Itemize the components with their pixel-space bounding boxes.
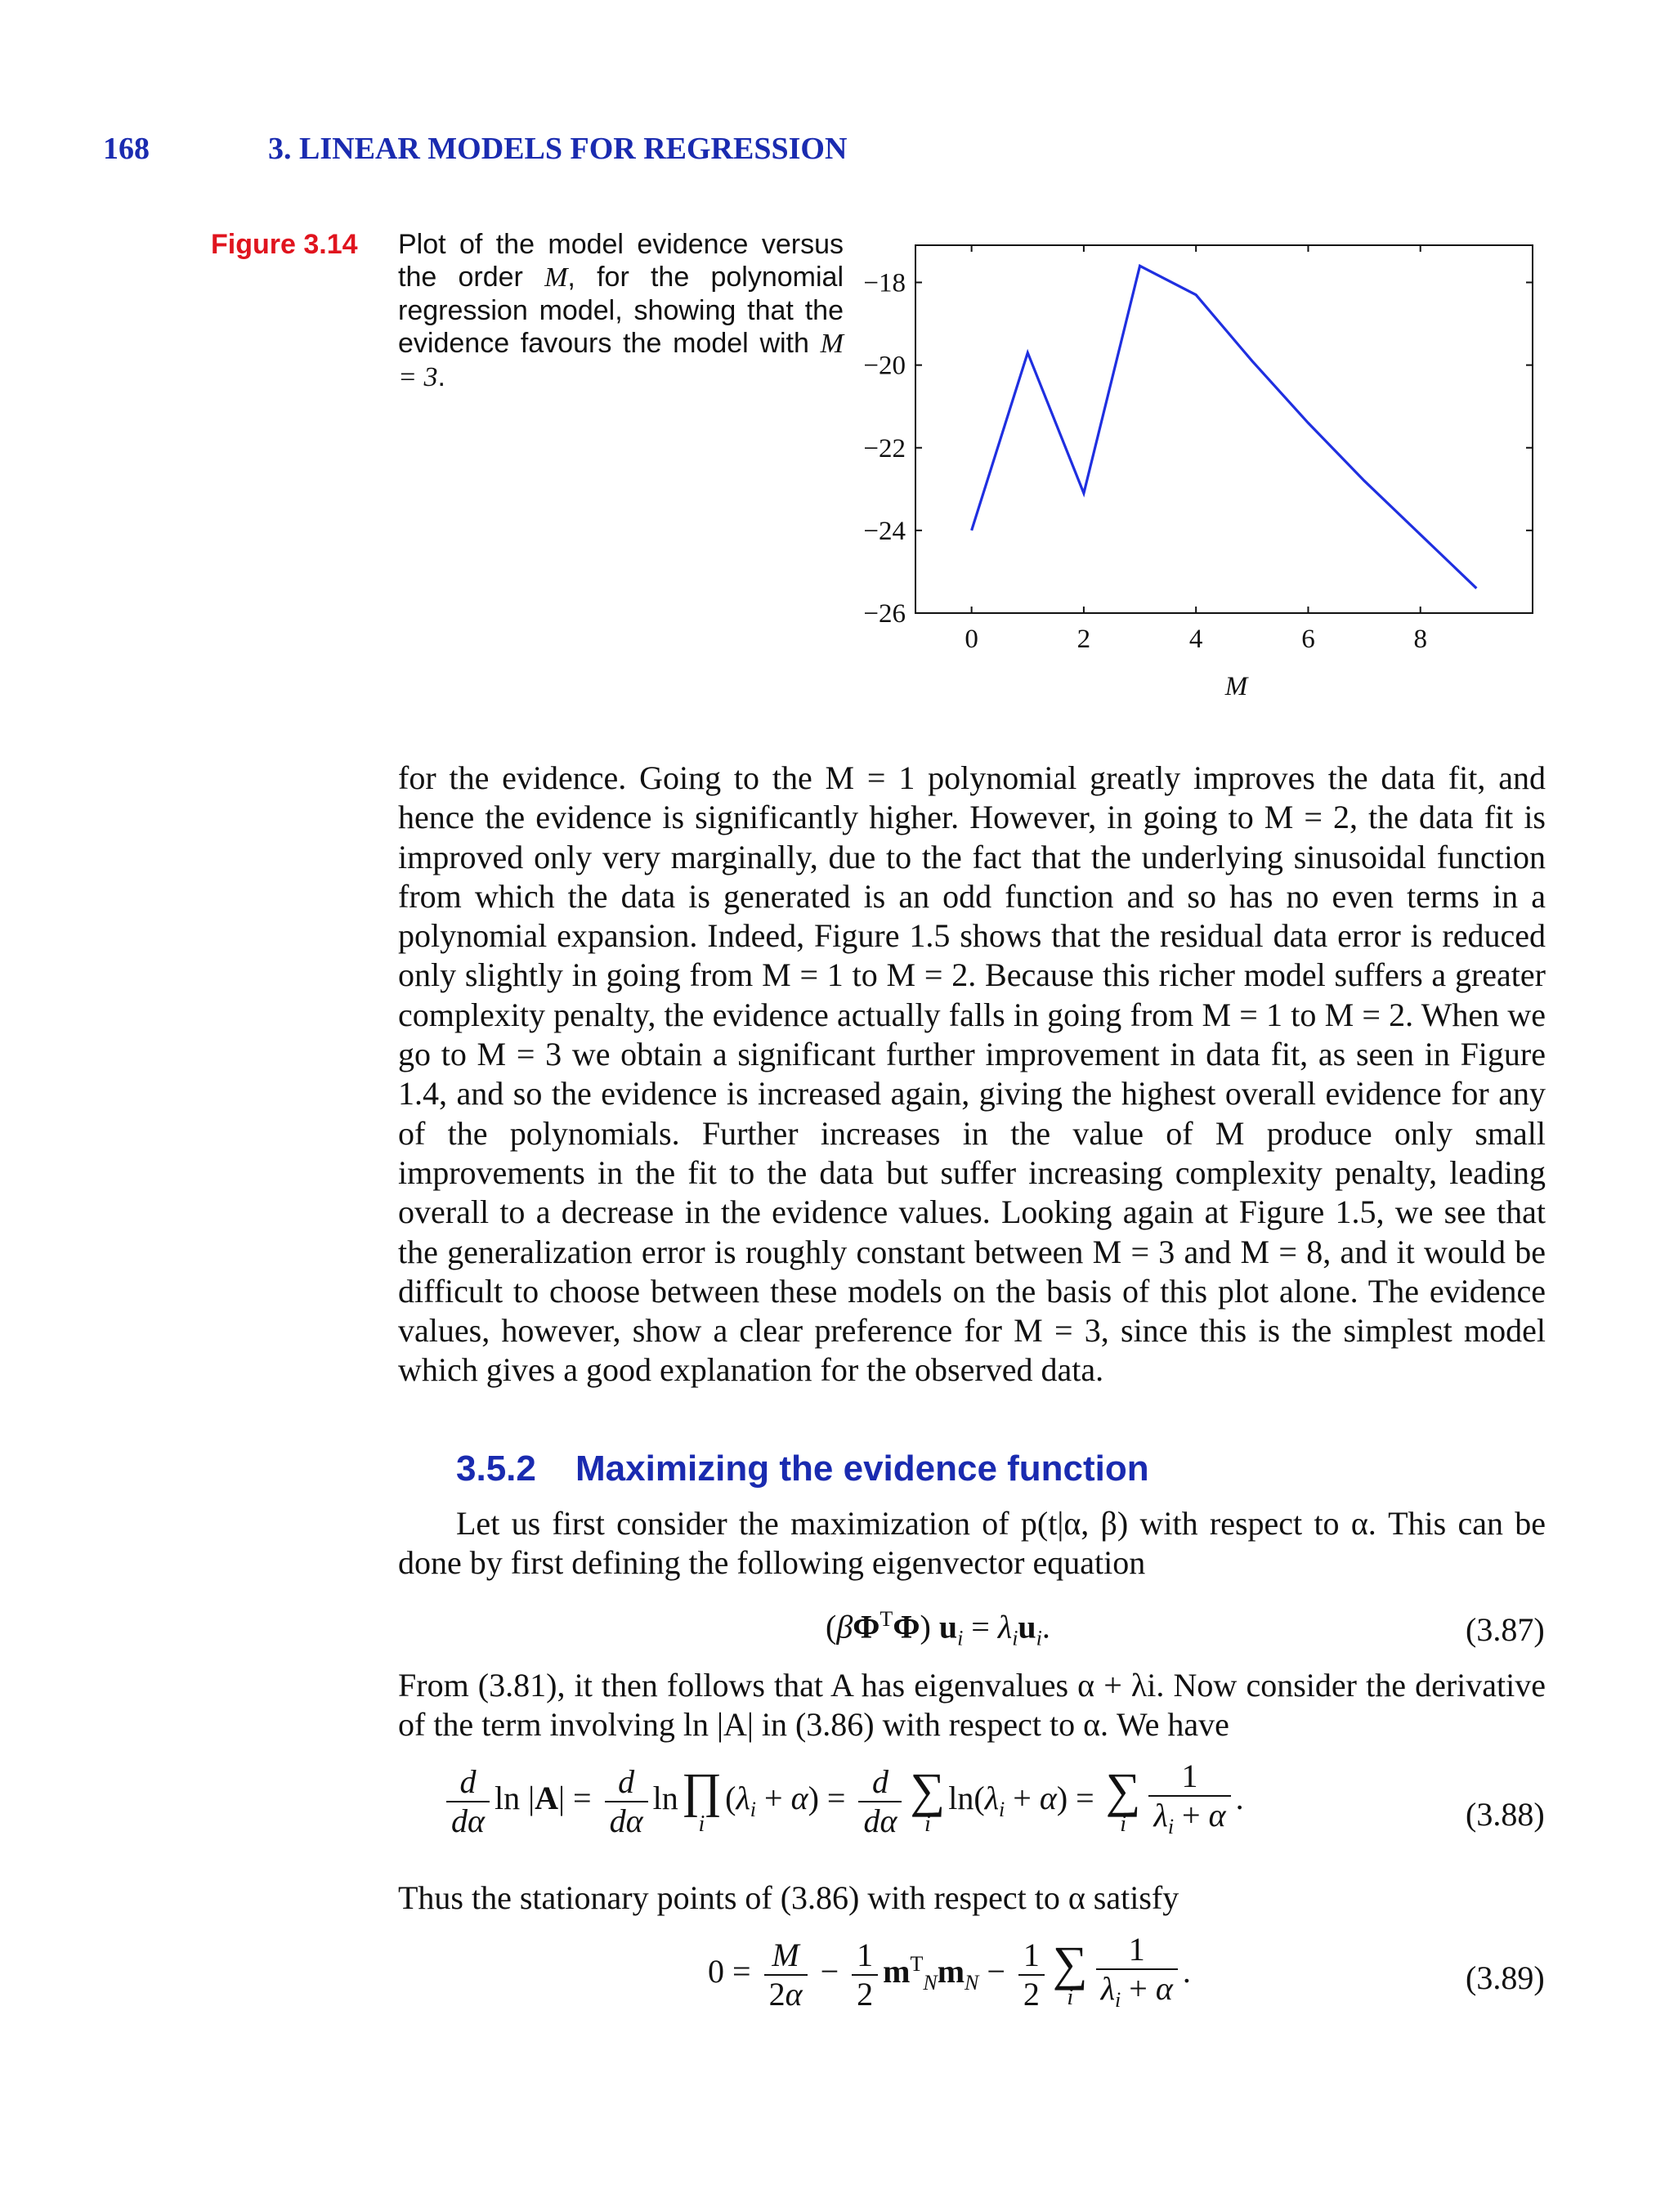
body-text: for the evidence. Going to the M = 1 polynomial greatly improves the data fit, and hence the evidence is significantly higher. However, in going to M = 2, the data fit is improved only very marginally, due to the fact that the underlying sinusoidal function from which the data is generated is an odd function and so has no even terms in a polynomial expansion. Indeed, Figure 1.5 shows that the residual data error is reduced only slightly in going from M = 1 to M = 2. Because this richer model suffers a greater complexity penalty, the evidence actually falls in going from M = 1 to M = 2. When we go to M = 3 we obtain a significant further improvement in data fit, as seen in Figure 1.4, and so the evidence is increased again, giving the highest overall evidence for any of the polynomials. Further increases in the value of M produce only small improvements in the fit to the data but suffer increasing complexity penalty, leading overall to a decrease in the evidence values. Looking again at Figure 1.5, we see that the generalization error is roughly constant between M = 3 and M = 8, and it would be difficult to choose between these models on the basis of this plot alone. The evidence values, however, show a clear preference for M = 3, since this is the simplest model which gives a good explanation for the observed data.: [398, 759, 1546, 1389]
y-tick-label: −22: [863, 433, 906, 463]
section-title: Maximizing the evidence function: [575, 1449, 1149, 1489]
section-number: 3.5.2: [456, 1449, 536, 1489]
series-line: [972, 266, 1477, 588]
y-tick-label: −26: [863, 599, 906, 629]
paragraph: Thus the stationary points of (3.86) with respect to α satisfy: [398, 1879, 1179, 1916]
x-tick-label: 2: [1076, 625, 1091, 654]
equation-3-87: $(\beta\Phi^T\Phi) u_i = \lambda_iu_i$.: [826, 1607, 1050, 1650]
chart-axes: [915, 245, 1533, 613]
body-paragraph: [398, 759, 1546, 1390]
chart-ticks: [863, 245, 1533, 654]
paragraph: Let us first consider the maximization of p(t|α, β) with respect to α. This can be done by first defining the following eigenvector equation: [398, 1505, 1546, 1581]
y-tick-label: −24: [863, 516, 906, 546]
equation-number: (3.89): [1466, 1959, 1545, 1996]
x-axis-label: M: [1224, 672, 1248, 701]
chart-series: [972, 266, 1477, 588]
x-tick-label: 6: [1301, 625, 1315, 654]
equation-3-89: 0 = $\frac{M}{2\alpha}$ − $\frac{1}{2}$ $m^T_Nm_N$ − $\frac{1}{2}$ ∑ i $\frac{1}{\lambda_i + \alpha}$ .: [708, 1931, 1191, 2013]
y-tick-label: −20: [863, 351, 906, 381]
caption-part: M = 3: [398, 329, 844, 392]
equation-number: (3.87): [1466, 1611, 1545, 1648]
equation-number: (3.88): [1466, 1796, 1545, 1833]
page-number: 168: [103, 132, 150, 166]
paragraph: From (3.81), it then follows that A has eigenvalues α + λi. Now consider the derivative of the term involving ln |A| in (3.86) with respect to α. We have: [398, 1667, 1546, 1743]
x-tick-label: 8: [1413, 625, 1427, 654]
caption-part: .: [437, 361, 445, 392]
x-tick-label: 0: [965, 625, 978, 654]
caption-part: , for the polynomial regression model, showing that the evidence favours the model with: [398, 262, 844, 359]
equation-3-88: $\frac{d}{d\alpha}$ ln |A| = $\frac{d}{d\alpha}$ ln ∏ i $(\lambda_i + \alpha)$ = $\frac{d}{d\alpha}$ ∑ i $\ln(\lambda_i + \alpha)$ = ∑ i $\frac{1}{\lambda_i + \alpha}$ .: [441, 1758, 1244, 1846]
section-heading: [456, 1449, 1149, 1489]
running-head: 3. LINEAR MODELS FOR REGRESSION: [268, 132, 848, 166]
y-tick-label: −18: [863, 268, 906, 298]
plot-frame: [915, 245, 1533, 613]
figure-label: Figure 3.14: [211, 229, 358, 260]
figure-caption: [398, 228, 844, 394]
x-tick-label: 4: [1188, 625, 1203, 654]
evidence-chart: [842, 237, 1545, 711]
caption-part: M: [544, 262, 568, 293]
caption-part: Plot of the model evidence versus the order: [398, 229, 844, 293]
